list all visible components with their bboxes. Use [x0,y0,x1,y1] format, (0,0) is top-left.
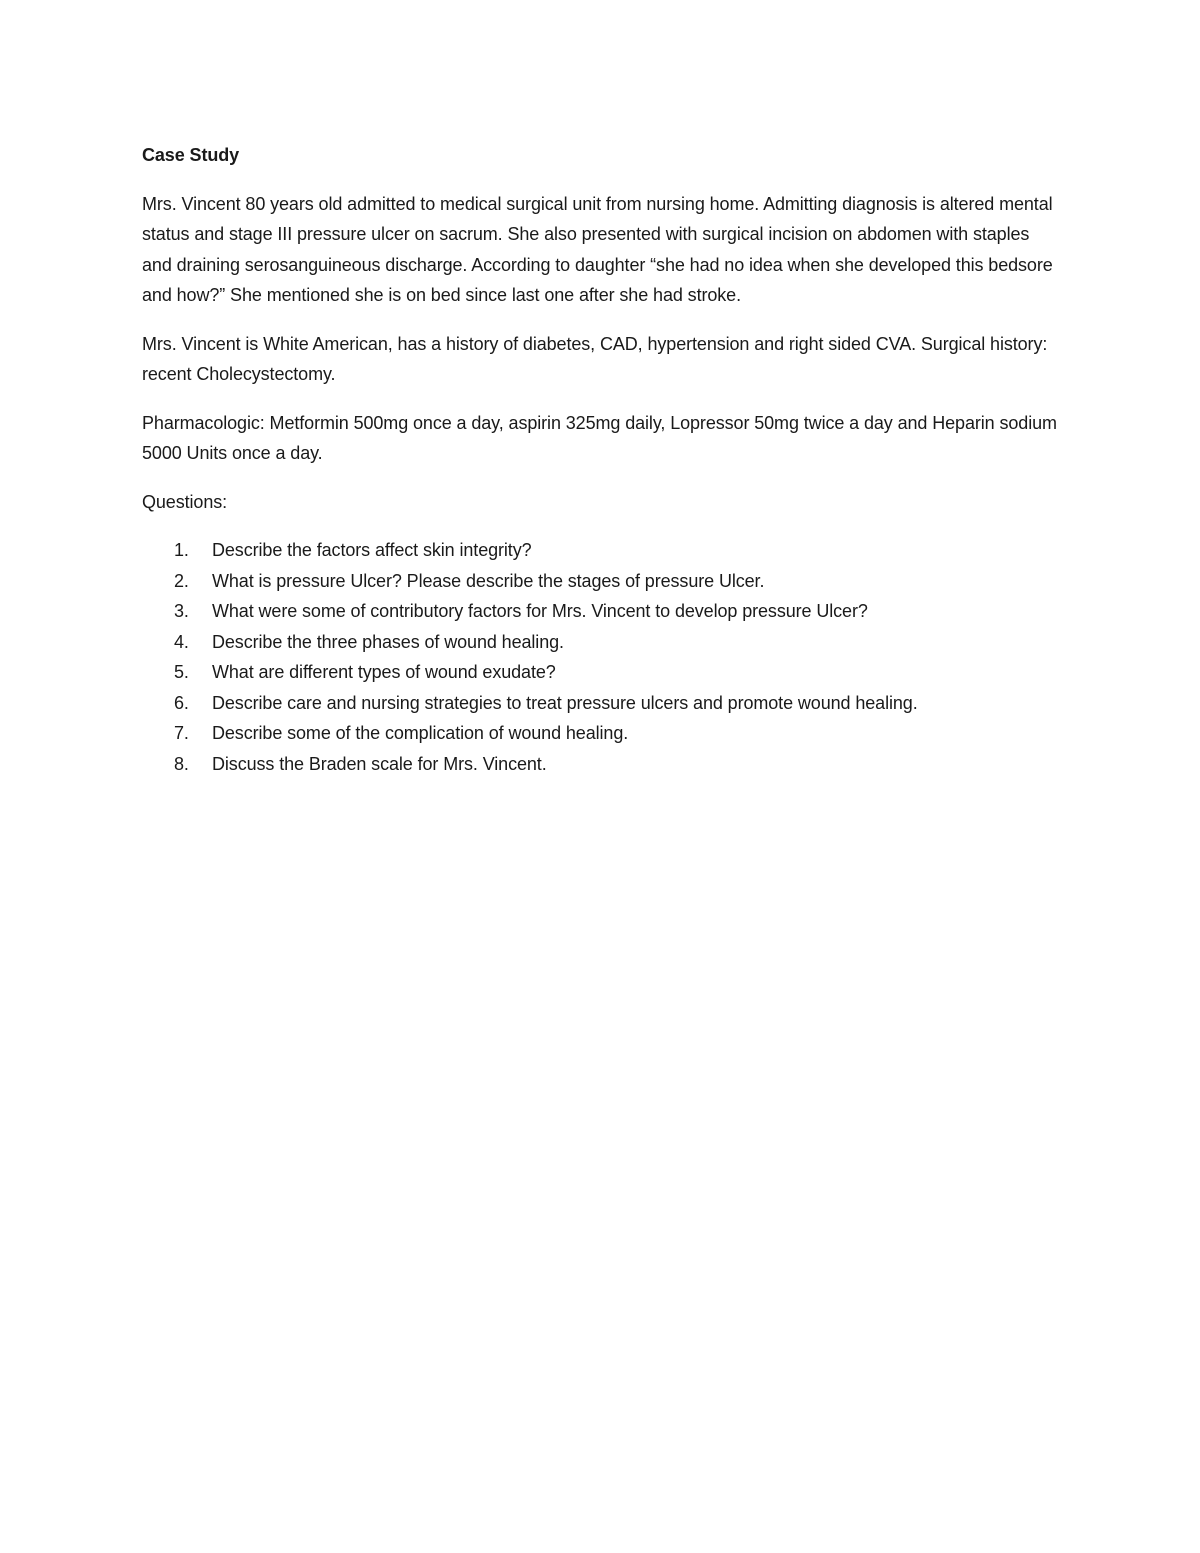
question-number: 4. [174,631,189,652]
question-number: 7. [174,723,189,743]
question-item [142,657,1062,688]
question-text: Describe the factors affect skin integrity? [212,540,532,560]
question-text: What is pressure Ulcer? Please describe the stages of pressure Ulcer. [212,570,765,591]
question-item [142,566,1062,597]
question-item [142,688,1062,719]
question-item [142,718,1062,749]
question-text: Describe care and nursing strategies to treat pressure ulcers and promote wound healing. [212,692,918,713]
question-text: What are different types of wound exudate? [212,662,556,682]
question-text: What were some of contributory factors for Mrs. Vincent to develop pressure Ulcer? [212,601,868,621]
question-item [142,749,1062,780]
question-number: 6. [174,692,189,713]
document-body [142,140,1062,779]
question-number: 1. [174,540,189,560]
question-item [142,535,1062,566]
question-text: Describe some of the complication of wound healing. [212,723,629,743]
questions-list [142,535,1062,779]
question-text: Describe the three phases of wound healing. [212,631,564,652]
question-text: Discuss the Braden scale for Mrs. Vincent. [212,753,547,774]
question-item [142,596,1062,627]
pharmacologic-paragraph: Pharmacologic: Metformin 500mg once a day, aspirin 325mg daily, Lopressor 50mg twice a day and Heparin sodium 5000 Units once a day. [142,412,1057,463]
history-paragraph: Mrs. Vincent is White American, has a history of diabetes, CAD, hypertension and right sided CVA. Surgical history: recent Cholecystectomy. [142,333,1048,384]
questions-heading: Questions: [142,491,228,512]
question-item [142,627,1062,658]
document-title: Case Study [142,145,240,165]
question-number: 5. [174,662,189,682]
case-description-paragraph: Mrs. Vincent 80 years old admitted to medical surgical unit from nursing home. Admitting diagnosis is altered mental status and stage III pressure ulcer on sacrum. She also presented with surgical incision on abdomen with staples and draining serosanguineous discharge. According to daughter “she had no idea when she developed this bedsore and how?” She mentioned she is on bed since last one after she had stroke. [142,193,1053,305]
question-number: 3. [174,601,189,621]
question-number: 8. [174,753,189,774]
question-number: 2. [174,570,189,591]
